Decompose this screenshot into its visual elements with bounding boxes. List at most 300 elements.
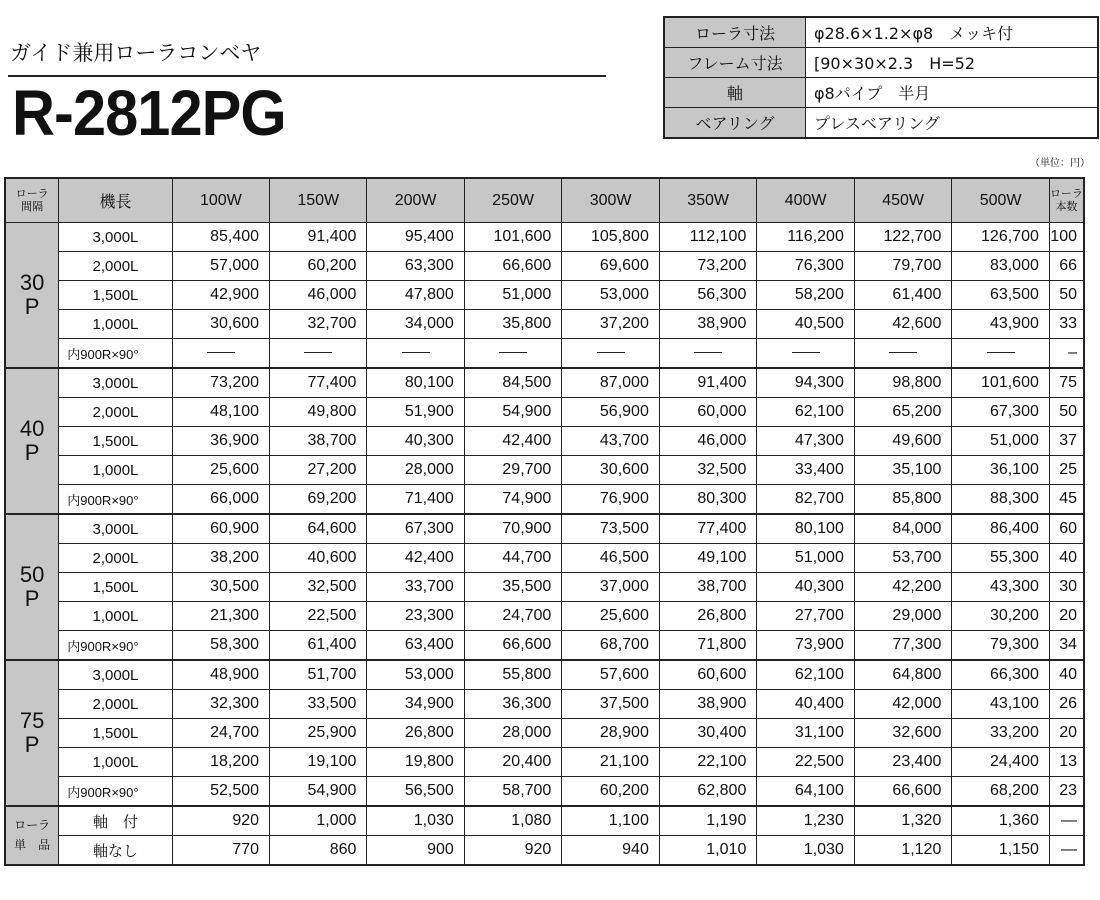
pitch-group-label <box>5 368 59 514</box>
table-row <box>5 223 1084 252</box>
roller-count-header <box>1049 178 1084 223</box>
price-cell: 30,600 <box>172 310 269 339</box>
pitch-unit: P <box>24 294 40 319</box>
length-cell: 内900R×90° <box>59 339 172 369</box>
roller-count-cell: – <box>1049 339 1084 369</box>
price-cell: 33,700 <box>367 573 464 602</box>
roller-count-cell: 40 <box>1049 660 1084 690</box>
price-cell: 29,000 <box>854 602 952 631</box>
price-cell: 62,800 <box>659 777 757 807</box>
table-row <box>5 690 1084 719</box>
price-cell: 66,300 <box>952 660 1050 690</box>
width-header: 350W <box>659 178 757 223</box>
price-cell: 94,300 <box>757 368 855 398</box>
width-header: 100W <box>172 178 269 223</box>
price-cell: 67,300 <box>367 514 464 544</box>
price-cell: 53,000 <box>367 660 464 690</box>
length-cell: 1,000L <box>59 456 172 485</box>
roller-count-cell: 40 <box>1049 544 1084 573</box>
price-cell: 51,900 <box>367 398 464 427</box>
price-cell: 1,030 <box>367 806 464 836</box>
price-cell: 54,900 <box>270 777 367 807</box>
price-cell: 42,400 <box>464 427 562 456</box>
price-cell: 42,200 <box>854 573 952 602</box>
price-cell: 37,000 <box>562 573 660 602</box>
price-cell: 24,700 <box>464 602 562 631</box>
price-cell: 43,300 <box>952 573 1050 602</box>
length-cell: 3,000L <box>59 514 172 544</box>
price-cell: 82,700 <box>757 485 855 515</box>
price-cell: 85,800 <box>854 485 952 515</box>
table-row <box>5 514 1084 544</box>
price-cell: 46,000 <box>659 427 757 456</box>
price-cell: 37,500 <box>562 690 660 719</box>
price-cell: 79,700 <box>854 252 952 281</box>
length-cell: 1,000L <box>59 602 172 631</box>
price-cell: 27,700 <box>757 602 855 631</box>
price-cell: 77,400 <box>270 368 367 398</box>
price-cell: 38,900 <box>659 690 757 719</box>
price-cell: 73,500 <box>562 514 660 544</box>
price-cell: 860 <box>270 836 367 866</box>
price-cell-empty <box>367 339 464 369</box>
roller-count-cell: 26 <box>1049 690 1084 719</box>
price-cell: 84,500 <box>464 368 562 398</box>
dash-mark <box>207 352 235 353</box>
price-cell: 60,600 <box>659 660 757 690</box>
price-cell-empty <box>562 339 660 369</box>
price-cell: 23,300 <box>367 602 464 631</box>
table-row <box>5 368 1084 398</box>
spec-label: ローラ寸法 <box>664 17 806 48</box>
price-cell: 36,300 <box>464 690 562 719</box>
price-cell: 112,100 <box>659 223 757 252</box>
price-cell-empty <box>464 339 562 369</box>
price-cell: 91,400 <box>659 368 757 398</box>
length-cell: 1,000L <box>59 310 172 339</box>
price-cell: 21,300 <box>172 602 269 631</box>
spec-row <box>664 17 1098 48</box>
price-cell: 84,000 <box>854 514 952 544</box>
roller-single-line2: 単 品 <box>14 837 51 852</box>
spec-row <box>664 78 1098 108</box>
price-cell: 68,200 <box>952 777 1050 807</box>
price-cell: 60,900 <box>172 514 269 544</box>
spec-value: [90×30×2.3 H=52 <box>806 48 1099 78</box>
spec-value: プレスベアリング <box>806 108 1099 139</box>
price-cell: 920 <box>464 836 562 866</box>
price-cell: 30,500 <box>172 573 269 602</box>
length-cell: 内900R×90° <box>59 485 172 515</box>
price-cell: 42,400 <box>367 544 464 573</box>
table-row <box>5 806 1084 836</box>
price-cell: 32,500 <box>270 573 367 602</box>
dash-mark <box>889 352 917 353</box>
price-cell: 24,400 <box>952 748 1050 777</box>
pitch-unit: P <box>24 586 40 611</box>
price-cell: 1,010 <box>659 836 757 866</box>
length-cell: 1,500L <box>59 719 172 748</box>
price-table-header <box>5 178 1084 223</box>
price-cell-empty <box>659 339 757 369</box>
dash-mark <box>694 352 722 353</box>
price-cell: 68,700 <box>562 631 660 661</box>
roller-count-header-line1: ローラ <box>1049 187 1083 200</box>
price-cell: 60,200 <box>562 777 660 807</box>
roller-count-cell: 30 <box>1049 573 1084 602</box>
price-cell: 51,700 <box>270 660 367 690</box>
price-cell: 95,400 <box>367 223 464 252</box>
price-cell: 86,400 <box>952 514 1050 544</box>
price-table <box>4 177 1085 866</box>
length-cell: 1,500L <box>59 573 172 602</box>
table-row <box>5 719 1084 748</box>
price-cell: 52,500 <box>172 777 269 807</box>
price-cell: 40,300 <box>757 573 855 602</box>
roller-pitch-header <box>5 178 59 223</box>
roller-count-cell: 60 <box>1049 514 1084 544</box>
price-cell: 65,200 <box>854 398 952 427</box>
spec-label: ベアリング <box>664 108 806 139</box>
price-cell: 57,000 <box>172 252 269 281</box>
price-cell: 22,500 <box>270 602 367 631</box>
pitch-group-label <box>5 223 59 369</box>
roller-count-cell: — <box>1049 836 1084 866</box>
price-cell: 67,300 <box>952 398 1050 427</box>
price-cell: 28,000 <box>464 719 562 748</box>
table-row <box>5 252 1084 281</box>
price-cell: 80,300 <box>659 485 757 515</box>
price-cell: 30,200 <box>952 602 1050 631</box>
price-cell: 34,000 <box>367 310 464 339</box>
price-cell: 25,900 <box>270 719 367 748</box>
dash-mark <box>987 352 1015 353</box>
price-cell: 1,150 <box>952 836 1050 866</box>
table-row <box>5 544 1084 573</box>
price-cell: 57,600 <box>562 660 660 690</box>
spec-table <box>663 16 1099 139</box>
price-cell: 58,700 <box>464 777 562 807</box>
price-cell: 66,600 <box>854 777 952 807</box>
price-cell: 51,000 <box>952 427 1050 456</box>
roller-count-cell: 20 <box>1049 719 1084 748</box>
price-cell: 1,190 <box>659 806 757 836</box>
price-cell: 101,600 <box>952 368 1050 398</box>
price-cell: 28,900 <box>562 719 660 748</box>
price-cell: 80,100 <box>367 368 464 398</box>
price-cell: 56,900 <box>562 398 660 427</box>
price-cell: 105,800 <box>562 223 660 252</box>
width-header: 250W <box>464 178 562 223</box>
price-cell: 88,300 <box>952 485 1050 515</box>
roller-count-cell: 45 <box>1049 485 1084 515</box>
price-cell: 48,100 <box>172 398 269 427</box>
price-cell: 940 <box>562 836 660 866</box>
price-cell: 85,400 <box>172 223 269 252</box>
price-cell: 40,300 <box>367 427 464 456</box>
price-cell: 51,000 <box>757 544 855 573</box>
price-cell: 60,200 <box>270 252 367 281</box>
price-cell: 22,500 <box>757 748 855 777</box>
price-cell: 43,900 <box>952 310 1050 339</box>
price-cell: 56,300 <box>659 281 757 310</box>
price-cell: 19,800 <box>367 748 464 777</box>
roller-count-cell: 50 <box>1049 398 1084 427</box>
roller-count-cell: — <box>1049 806 1084 836</box>
price-cell: 53,700 <box>854 544 952 573</box>
pitch-value: 30 <box>19 269 45 295</box>
price-cell: 32,600 <box>854 719 952 748</box>
price-cell: 38,700 <box>659 573 757 602</box>
unit-note: （単位：円） <box>1030 158 1090 169</box>
pitch-group-label <box>5 514 59 660</box>
price-cell: 33,200 <box>952 719 1050 748</box>
width-header: 300W <box>562 178 660 223</box>
table-row <box>5 660 1084 690</box>
price-cell: 74,900 <box>464 485 562 515</box>
price-cell: 73,200 <box>172 368 269 398</box>
price-cell: 51,000 <box>464 281 562 310</box>
price-cell: 18,200 <box>172 748 269 777</box>
price-cell-empty <box>854 339 952 369</box>
pitch-value: 50 <box>19 561 45 587</box>
width-header: 500W <box>952 178 1050 223</box>
table-row <box>5 427 1084 456</box>
price-cell: 43,700 <box>562 427 660 456</box>
price-cell: 48,900 <box>172 660 269 690</box>
price-cell: 69,600 <box>562 252 660 281</box>
table-row <box>5 573 1084 602</box>
dash-mark <box>597 352 625 353</box>
price-cell: 38,900 <box>659 310 757 339</box>
price-cell: 61,400 <box>270 631 367 661</box>
price-cell: 1,080 <box>464 806 562 836</box>
price-cell: 46,500 <box>562 544 660 573</box>
pitch-group-label <box>5 660 59 806</box>
price-cell: 30,600 <box>562 456 660 485</box>
pitch-unit: P <box>24 732 40 757</box>
width-header: 150W <box>270 178 367 223</box>
price-cell: 42,600 <box>854 310 952 339</box>
product-category-title: ガイド兼用ローラコンベヤ <box>10 41 262 65</box>
price-cell: 66,600 <box>464 252 562 281</box>
price-cell: 63,300 <box>367 252 464 281</box>
width-header: 450W <box>854 178 952 223</box>
price-cell: 1,360 <box>952 806 1050 836</box>
length-cell: 内900R×90° <box>59 777 172 807</box>
price-cell: 73,200 <box>659 252 757 281</box>
roller-single-line1: ローラ <box>14 818 51 833</box>
price-cell: 77,300 <box>854 631 952 661</box>
spec-value: φ8パイプ 半月 <box>806 78 1099 108</box>
price-cell: 34,900 <box>367 690 464 719</box>
roller-count-cell: 25 <box>1049 456 1084 485</box>
price-cell: 40,500 <box>757 310 855 339</box>
price-cell: 62,100 <box>757 660 855 690</box>
price-cell: 64,100 <box>757 777 855 807</box>
price-cell: 26,800 <box>659 602 757 631</box>
price-cell: 53,000 <box>562 281 660 310</box>
price-cell: 38,200 <box>172 544 269 573</box>
price-cell: 23,400 <box>854 748 952 777</box>
length-cell: 1,500L <box>59 427 172 456</box>
table-row <box>5 485 1084 515</box>
price-cell: 21,100 <box>562 748 660 777</box>
pitch-value: 40 <box>19 415 45 441</box>
price-cell: 40,400 <box>757 690 855 719</box>
price-cell: 36,900 <box>172 427 269 456</box>
table-row <box>5 398 1084 427</box>
price-cell: 70,900 <box>464 514 562 544</box>
length-cell: 1,000L <box>59 748 172 777</box>
price-cell: 28,000 <box>367 456 464 485</box>
price-cell: 116,200 <box>757 223 855 252</box>
price-cell-empty <box>172 339 269 369</box>
price-cell: 56,500 <box>367 777 464 807</box>
price-cell-empty <box>270 339 367 369</box>
price-cell: 46,000 <box>270 281 367 310</box>
price-cell: 25,600 <box>562 602 660 631</box>
roller-count-cell: 37 <box>1049 427 1084 456</box>
length-cell: 2,000L <box>59 544 172 573</box>
price-cell: 1,230 <box>757 806 855 836</box>
price-cell: 32,500 <box>659 456 757 485</box>
price-cell: 71,800 <box>659 631 757 661</box>
price-cell: 33,400 <box>757 456 855 485</box>
price-cell: 66,000 <box>172 485 269 515</box>
price-cell: 101,600 <box>464 223 562 252</box>
table-row <box>5 281 1084 310</box>
dash-mark <box>792 352 820 353</box>
length-cell: 軸 付 <box>59 806 172 836</box>
price-cell: 126,700 <box>952 223 1050 252</box>
price-cell: 64,600 <box>270 514 367 544</box>
price-cell: 83,000 <box>952 252 1050 281</box>
price-cell: 73,900 <box>757 631 855 661</box>
roller-count-cell: 100 <box>1049 223 1084 252</box>
table-row <box>5 836 1084 866</box>
price-cell: 66,600 <box>464 631 562 661</box>
price-cell: 91,400 <box>270 223 367 252</box>
price-cell: 42,000 <box>854 690 952 719</box>
length-cell: 2,000L <box>59 252 172 281</box>
price-cell: 63,500 <box>952 281 1050 310</box>
table-row <box>5 748 1084 777</box>
price-cell: 770 <box>172 836 269 866</box>
width-header: 200W <box>367 178 464 223</box>
spec-value: φ28.6×1.2×φ8 メッキ付 <box>806 17 1099 48</box>
price-cell: 55,800 <box>464 660 562 690</box>
price-cell: 61,400 <box>854 281 952 310</box>
price-cell: 32,300 <box>172 690 269 719</box>
price-cell: 42,900 <box>172 281 269 310</box>
price-cell: 1,120 <box>854 836 952 866</box>
price-cell: 80,100 <box>757 514 855 544</box>
length-cell: 3,000L <box>59 368 172 398</box>
dash-mark <box>499 352 527 353</box>
roller-pitch-header-line2: 間隔 <box>21 200 44 213</box>
price-cell: 31,100 <box>757 719 855 748</box>
price-cell: 36,100 <box>952 456 1050 485</box>
roller-count-cell: 23 <box>1049 777 1084 807</box>
table-row <box>5 631 1084 661</box>
price-cell: 35,800 <box>464 310 562 339</box>
price-cell: 1,100 <box>562 806 660 836</box>
roller-count-cell: 50 <box>1049 281 1084 310</box>
price-cell: 900 <box>367 836 464 866</box>
spec-row <box>664 48 1098 78</box>
price-cell: 71,400 <box>367 485 464 515</box>
pitch-unit: P <box>24 440 40 465</box>
price-cell: 1,320 <box>854 806 952 836</box>
model-number: R-2812PG <box>12 77 286 149</box>
price-cell: 58,300 <box>172 631 269 661</box>
length-cell: 1,500L <box>59 281 172 310</box>
price-cell: 40,600 <box>270 544 367 573</box>
length-cell: 3,000L <box>59 660 172 690</box>
width-header: 400W <box>757 178 855 223</box>
price-cell: 64,800 <box>854 660 952 690</box>
price-cell: 77,400 <box>659 514 757 544</box>
price-cell: 47,300 <box>757 427 855 456</box>
roller-count-cell: 34 <box>1049 631 1084 661</box>
price-cell: 44,700 <box>464 544 562 573</box>
price-cell: 87,000 <box>562 368 660 398</box>
price-cell: 26,800 <box>367 719 464 748</box>
length-cell: 2,000L <box>59 690 172 719</box>
price-cell: 35,100 <box>854 456 952 485</box>
length-cell: 3,000L <box>59 223 172 252</box>
price-cell: 32,700 <box>270 310 367 339</box>
length-header: 機長 <box>59 178 172 223</box>
price-cell: 24,700 <box>172 719 269 748</box>
price-cell: 27,200 <box>270 456 367 485</box>
price-cell: 920 <box>172 806 269 836</box>
price-cell: 35,500 <box>464 573 562 602</box>
spec-label: 軸 <box>664 78 806 108</box>
price-cell: 58,200 <box>757 281 855 310</box>
price-cell: 33,500 <box>270 690 367 719</box>
price-cell: 49,600 <box>854 427 952 456</box>
price-cell: 69,200 <box>270 485 367 515</box>
price-cell: 62,100 <box>757 398 855 427</box>
pitch-value: 75 <box>19 707 45 733</box>
roller-pitch-header-line1: ローラ <box>15 187 49 200</box>
price-cell: 98,800 <box>854 368 952 398</box>
price-cell: 60,000 <box>659 398 757 427</box>
price-cell: 79,300 <box>952 631 1050 661</box>
price-cell: 22,100 <box>659 748 757 777</box>
roller-count-cell: 66 <box>1049 252 1084 281</box>
spec-row <box>664 108 1098 139</box>
price-cell: 55,300 <box>952 544 1050 573</box>
table-row <box>5 602 1084 631</box>
table-row <box>5 456 1084 485</box>
price-cell: 49,800 <box>270 398 367 427</box>
dash-mark <box>402 352 430 353</box>
roller-count-cell: 20 <box>1049 602 1084 631</box>
price-cell: 1,030 <box>757 836 855 866</box>
table-row <box>5 339 1084 369</box>
price-cell: 1,000 <box>270 806 367 836</box>
roller-count-cell: 13 <box>1049 748 1084 777</box>
price-cell: 54,900 <box>464 398 562 427</box>
price-cell: 122,700 <box>854 223 952 252</box>
length-cell: 内900R×90° <box>59 631 172 661</box>
price-cell: 19,100 <box>270 748 367 777</box>
dash-mark <box>304 352 332 353</box>
price-cell-empty <box>952 339 1050 369</box>
